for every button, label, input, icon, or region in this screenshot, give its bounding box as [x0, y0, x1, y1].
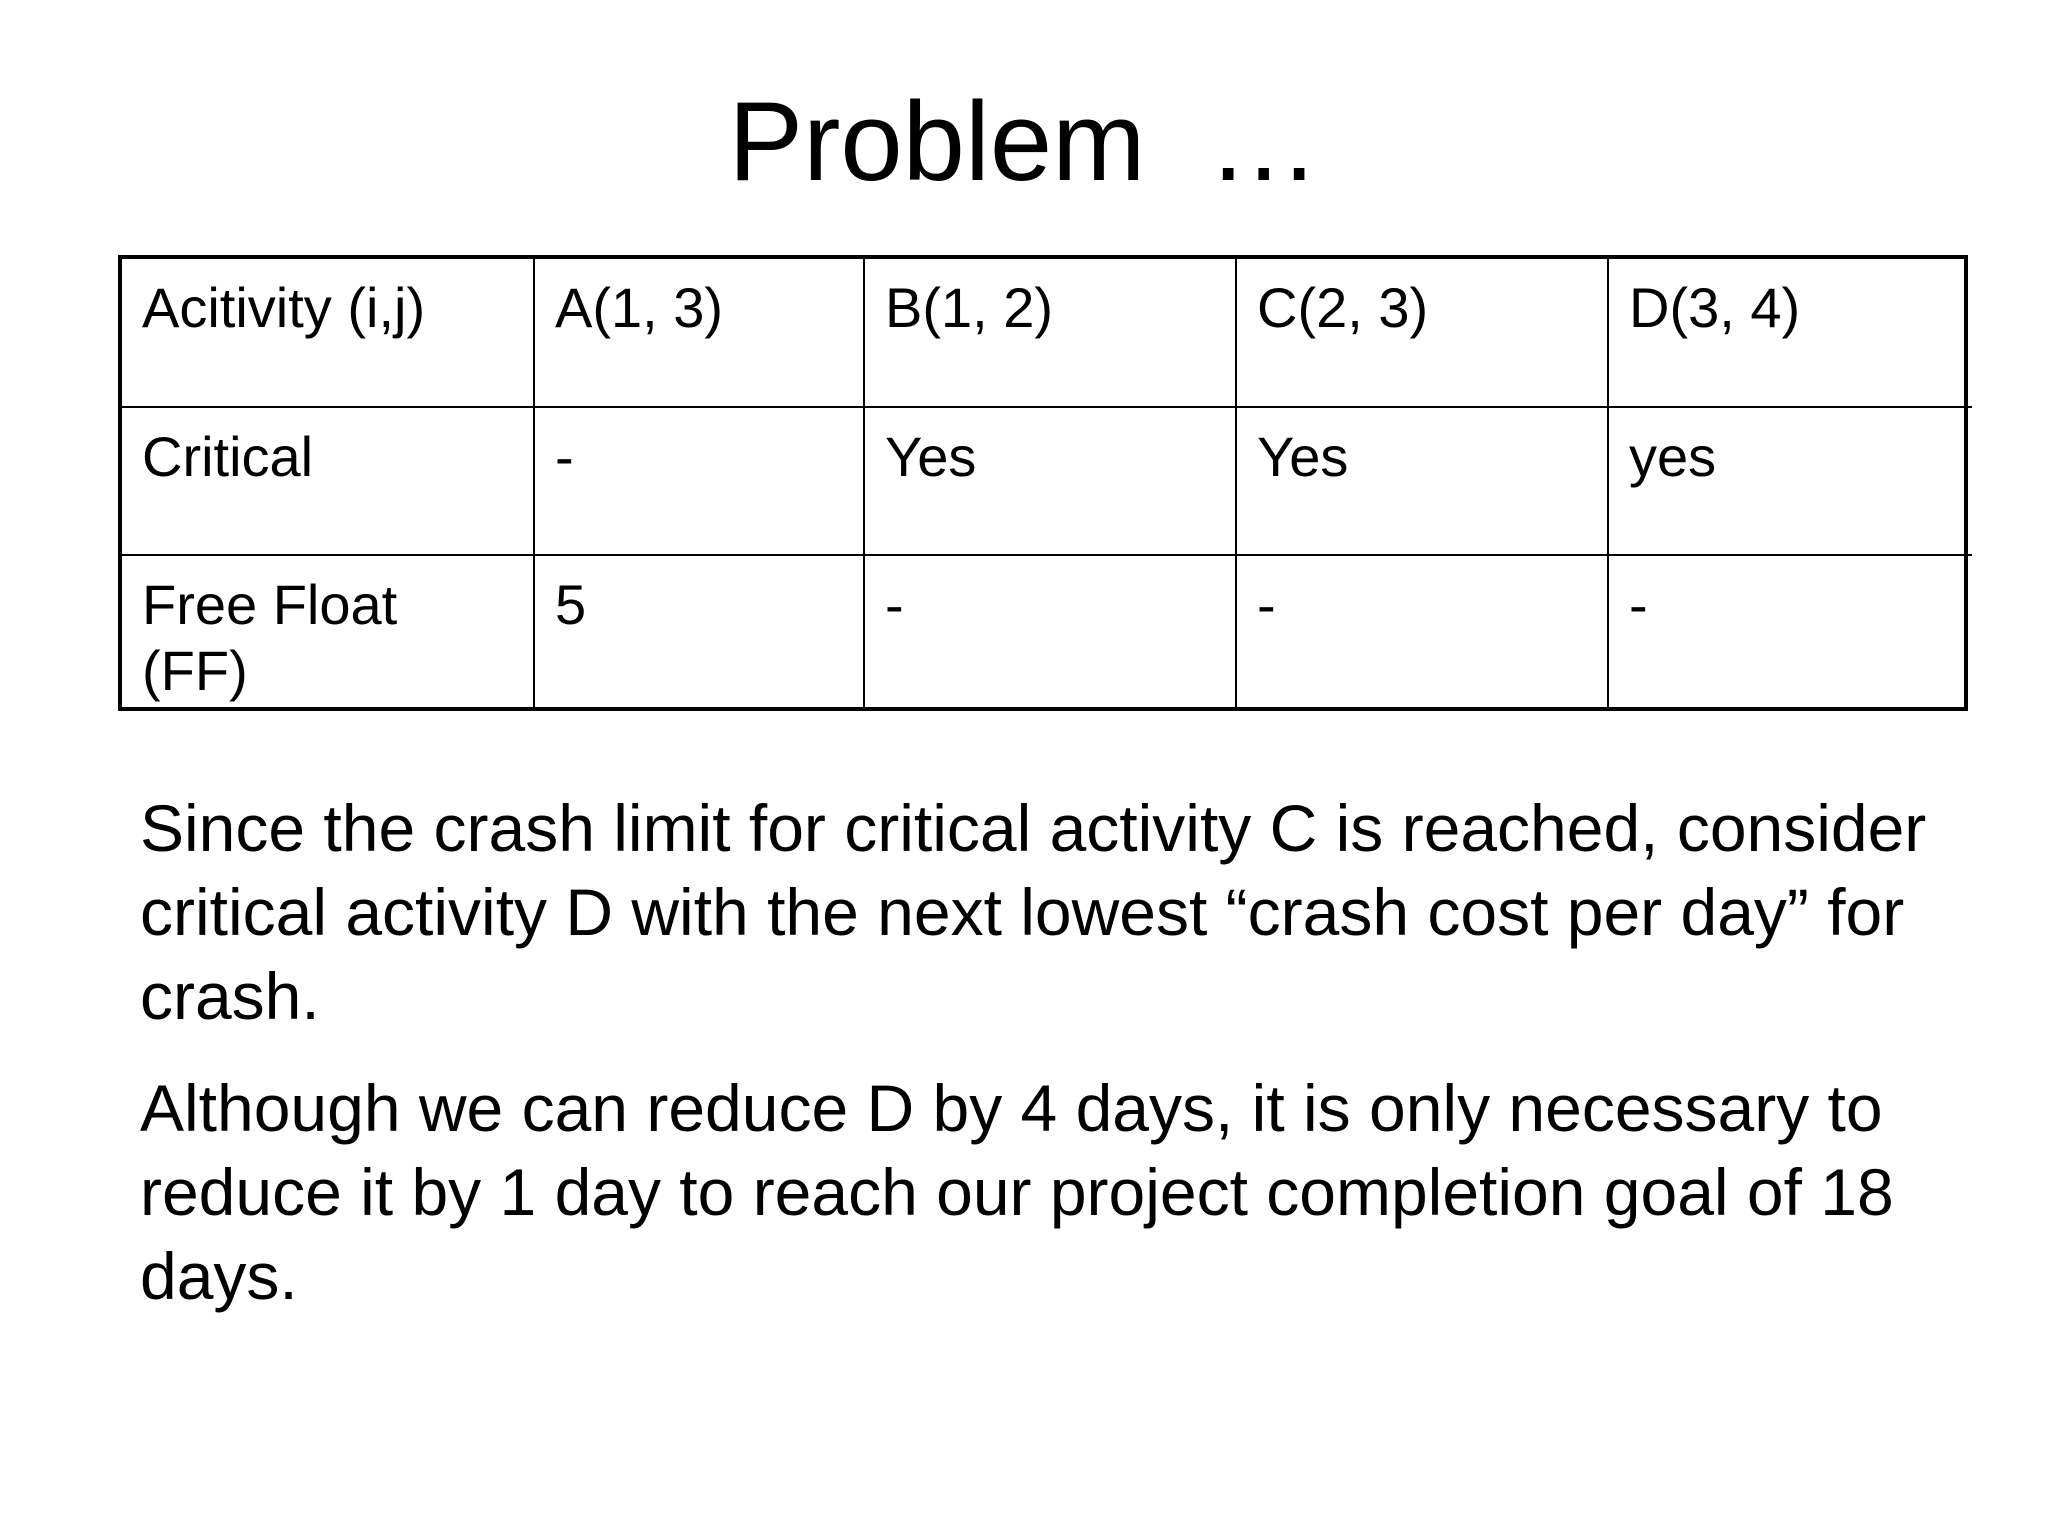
activity-table-container	[118, 255, 1968, 711]
body-paragraph-crash-limit: Since the crash limit for critical activity C is reached, consider critical activity D with the next lowest “crash cost per day” for crash.	[140, 791, 1927, 1033]
table-cell: Yes	[1236, 407, 1608, 555]
table-row-activity	[122, 259, 1972, 407]
table-cell: D(3, 4)	[1608, 259, 1972, 407]
table-row-header: Acitivity (i,j)	[122, 259, 534, 407]
table-row-critical	[122, 407, 1972, 555]
table-row-header: Critical	[122, 407, 534, 555]
activity-table	[122, 259, 1972, 707]
table-cell: yes	[1608, 407, 1972, 555]
body-paragraph-reduction: Although we can reduce D by 4 days, it is only necessary to reduce it by 1 day to reach our project completion goal of 18 days.	[140, 1071, 1894, 1313]
table-cell: B(1, 2)	[864, 259, 1236, 407]
table-cell: -	[534, 407, 864, 555]
slide-title: Problem …	[728, 79, 1320, 204]
table-cell: 5	[534, 555, 864, 707]
table-row-free-float	[122, 555, 1972, 707]
table-cell: C(2, 3)	[1236, 259, 1608, 407]
table-cell: -	[1608, 555, 1972, 707]
table-cell: -	[1236, 555, 1608, 707]
table-cell: -	[864, 555, 1236, 707]
table-row-header: Free Float (FF)	[122, 555, 534, 707]
table-cell: Yes	[864, 407, 1236, 555]
table-cell: A(1, 3)	[534, 259, 864, 407]
